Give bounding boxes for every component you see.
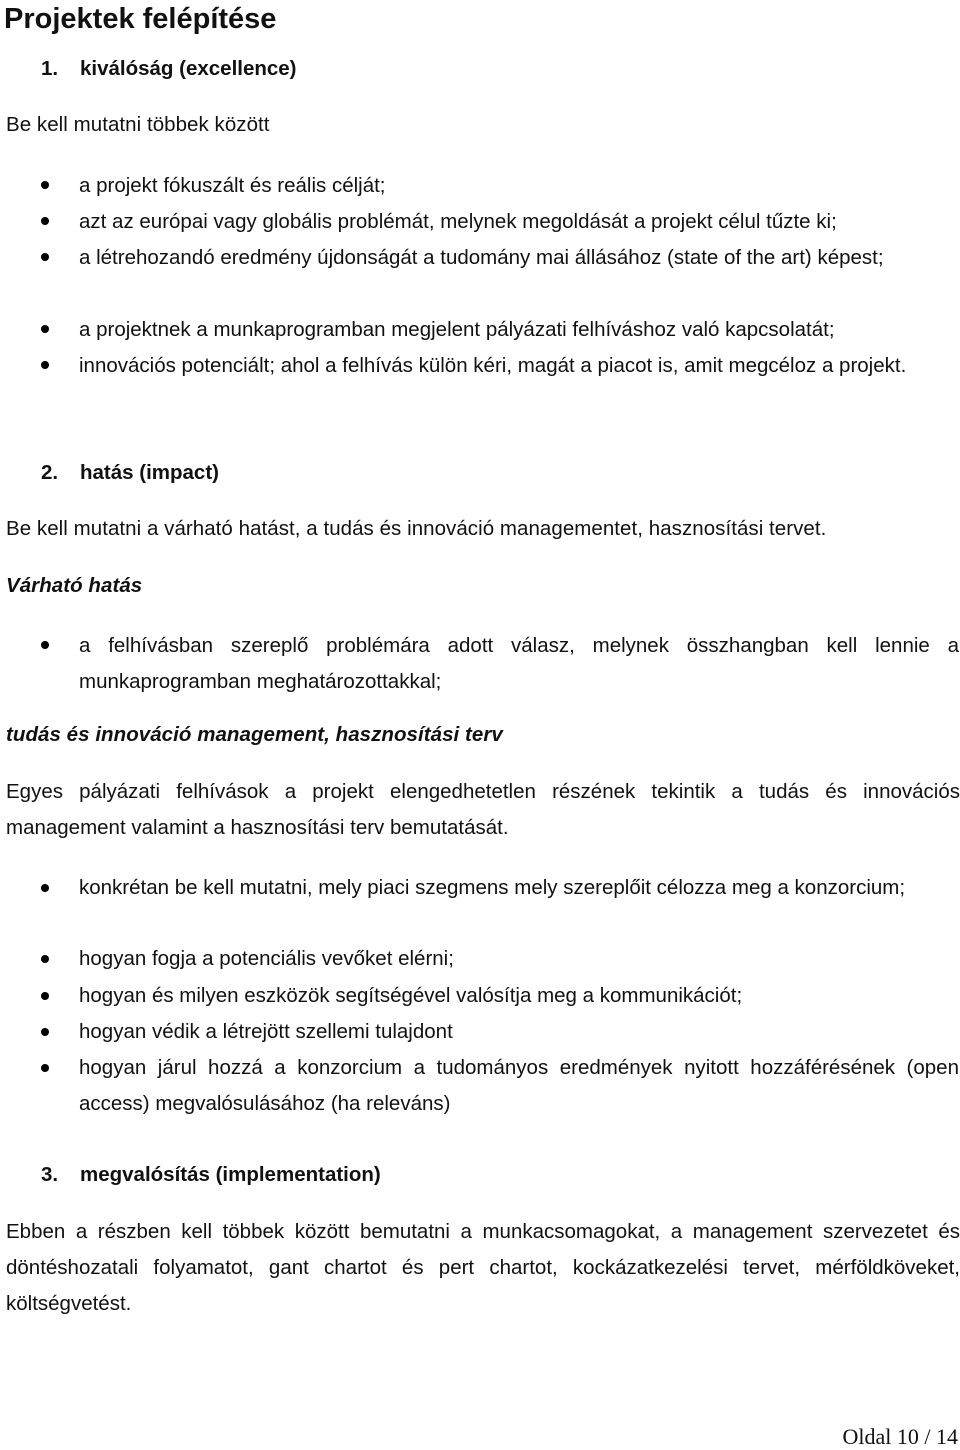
- section-1-bullet: a létrehozandó eredmény újdonságát a tudomány mai állásához (state of the art) képest;: [79, 246, 884, 269]
- section-2-bullet: hogyan védik a létrejött szellemi tulajdont: [79, 1020, 453, 1043]
- bullet-icon: [41, 361, 49, 369]
- page-number: Oldal 10 / 14: [842, 1424, 958, 1449]
- section-2-bullet: hogyan és milyen eszközök segítségével valósítja meg a kommunikációt;: [79, 984, 743, 1007]
- bullet-icon: [41, 1028, 49, 1036]
- section-2-bullet: a felhívásban szereplő problémára adott válasz, melynek összhangban kell lennie a munkaprogramban meghatározottakkal;: [79, 634, 959, 693]
- section-1-bullet: a projektnek a munkaprogramban megjelent pályázati felhíváshoz való kapcsolatát;: [79, 318, 835, 341]
- bullet-icon: [41, 1064, 49, 1072]
- bullet-icon: [41, 181, 49, 189]
- section-3-number: 3.: [41, 1163, 59, 1186]
- section-2-subheading-knowledge-management: tudás és innováció management, hasznosítási terv: [6, 723, 503, 746]
- section-1-heading: kiválóság (excellence): [80, 57, 297, 80]
- bullet-icon: [41, 641, 49, 649]
- section-2-paragraph: Egyes pályázati felhívások a projekt elengedhetetlen részének tekintik a tudás és innovációs management valamint a hasznosítási terv bemutatását.: [6, 780, 960, 839]
- bullet-icon: [41, 325, 49, 333]
- section-2-bullet: hogyan fogja a potenciális vevőket elérni;: [79, 947, 454, 970]
- bullet-icon: [41, 253, 49, 261]
- section-1-bullet: innovációs potenciált; ahol a felhívás külön kéri, magát a piacot is, amit megcéloz a projekt.: [79, 354, 907, 377]
- section-2-number: 2.: [41, 461, 59, 484]
- section-1-intro: Be kell mutatni többek között: [6, 113, 270, 136]
- section-1-number: 1.: [41, 57, 59, 80]
- section-2-subheading-expected-impact: Várható hatás: [6, 574, 143, 597]
- bullet-icon: [41, 884, 49, 892]
- section-2-heading: hatás (impact): [80, 461, 219, 484]
- bullet-icon: [41, 955, 49, 963]
- section-2-intro: Be kell mutatni a várható hatást, a tudás és innováció managementet, hasznosítási tervet.: [6, 517, 827, 540]
- section-3-heading: megvalósítás (implementation): [80, 1163, 381, 1186]
- section-1-bullet: a projekt fókuszált és reális célját;: [79, 174, 386, 197]
- section-2-bullet: konkrétan be kell mutatni, mely piaci szegmens mely szereplőit célozza meg a konzorcium;: [79, 876, 906, 899]
- page-title: Projektek felépítése: [4, 3, 277, 35]
- section-1-bullet: azt az európai vagy globális problémát, melynek megoldását a projekt célul tűzte ki;: [79, 210, 837, 233]
- bullet-icon: [41, 217, 49, 225]
- section-3-paragraph: Ebben a részben kell többek között bemutatni a munkacsomagokat, a management szervezetet és döntéshozatali folyamatot, gant chartot és pert chartot, kockázatkezelési tervet, mérföldköveket, költségvetést.: [6, 1220, 960, 1315]
- bullet-icon: [41, 992, 49, 1000]
- section-2-bullet: hogyan járul hozzá a konzorcium a tudományos eredmények nyitott hozzáférésének (open access) megvalósulásához (ha releváns): [79, 1056, 959, 1115]
